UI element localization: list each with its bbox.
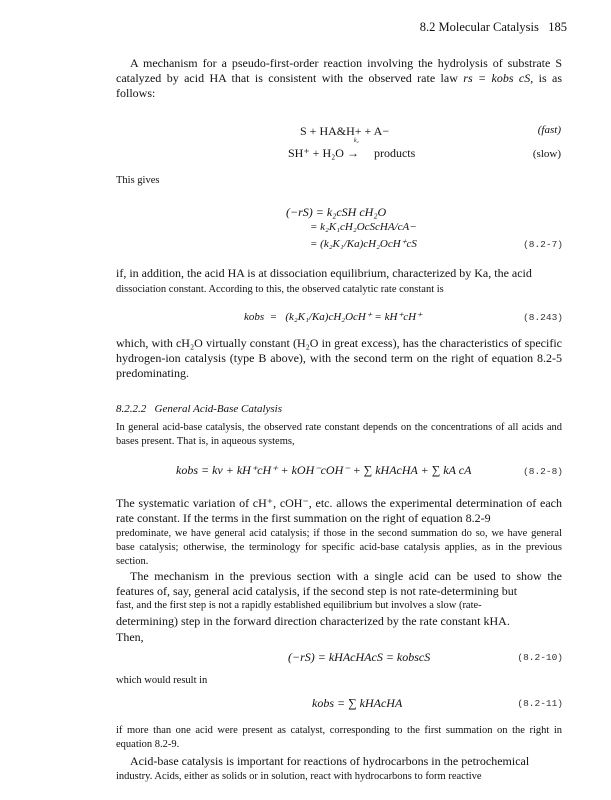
eq-11: kobs = ∑ kHAcHA (312, 696, 403, 710)
eq-7-number: (8.2-7) (523, 239, 563, 250)
eq-243-number: (8.243) (523, 312, 563, 323)
para-8: Acid-base catalysis is important for reactions of hydrocarbons in the petrochemical (130, 754, 530, 768)
para-6-small: fast, and the first step is not a rapidly established equilibrium but involves a slow (rate- (116, 600, 482, 611)
eq-7-line-3: = (k₂K₁/Ka)cH₂OcH⁺cS (310, 238, 417, 250)
subsection-heading: 8.2.2.2 General Acid-Base Catalysis (116, 403, 282, 415)
mechanism-step-2: SH⁺ + H₂O k₂ → products (288, 138, 416, 160)
page-header (420, 20, 567, 35)
para-8-small: industry. Acids, either as solids or in solution, react with hydrocarbons to form reactive (116, 771, 482, 782)
intro-paragraph: A mechanism for a pseudo-first-order reaction involving the hydrolysis of substrate S catalyzed by acid HA that is consistent with the observed rate law rs = kobs cS, is as follows: (116, 56, 563, 100)
para-4: In general acid-base catalysis, the observed rate constant depends on the concentrations of all acids and bases present. That is, in aqueous systems, (116, 422, 562, 447)
mechanism-step-1: S + HA&H+ + A− (300, 124, 390, 138)
this-gives: This gives (116, 175, 160, 186)
rate-law: rs = kobs cS, (463, 71, 534, 85)
step-1-tag: (fast) (537, 124, 561, 136)
section-title: 8.2 Molecular Catalysis (419, 20, 539, 34)
para-3: which, with cH₂O virtually constant (H₂O in great excess), has the characteristics of specific hydrogen-ion catalysis (type B above), with the second term on the right of equation 8.2-5 predominating. (116, 336, 562, 380)
para-5: The systematic variation of cH⁺, cOH⁻, etc. allows the experimental determination of each rate constant. If the terms in the first summation on the right of equation 8.2-9 (116, 496, 562, 525)
step-2-tag: (slow) (532, 148, 561, 160)
eq-8-number: (8.2-8) (523, 466, 563, 477)
eq-8: kobs = kν + kH⁺cH⁺ + kOH⁻cOH⁻ + ∑ kHAcHA + ∑ kA cA (176, 463, 472, 477)
page-number: 185 (548, 20, 567, 34)
para-2-line-2: dissociation constant. According to this, the observed catalytic rate constant is (116, 284, 444, 295)
eq-7-line-2: = k₂K₁cH₂OcScHA/cA− (310, 221, 417, 233)
para-2-line-1: if, in addition, the acid HA is at dissociation equilibrium, characterized by Ka, the acid (116, 266, 532, 280)
eq-10: (−rS) = kHAcHAcS = kobscS (288, 650, 431, 664)
para-5-small: predominate, we have general acid catalysis; if those in the second summation do so, we have general base catalysis; otherwise, the terminology for specific acid-base catalysis applies, as in the previous section. (116, 528, 562, 567)
eq-11-number: (8.2-11) (517, 698, 563, 709)
which-result: which would result in (116, 675, 208, 686)
eq-7-line-1: (−rS) = k₂cSH cH₂O (286, 205, 387, 219)
eq-243: kobs = (k₂K₁/Ka)cH₂OcH⁺ = kH⁺cH⁺ (244, 311, 422, 323)
para-6: The mechanism in the previous section with a single acid can be used to show the features of, say, general acid catalysis, if the second step is not rate-determining but (116, 569, 562, 598)
eq-10-number: (8.2-10) (517, 652, 563, 663)
para-6-then: Then, (116, 630, 144, 644)
para-6-line-3: determining) step in the forward direction characterized by the rate constant kHA. (116, 614, 510, 628)
reaction-arrow: k₂ → (346, 138, 359, 160)
para-7: if more than one acid were present as catalyst, corresponding to the first summation on the right in equation 8.2-9. (116, 725, 562, 750)
